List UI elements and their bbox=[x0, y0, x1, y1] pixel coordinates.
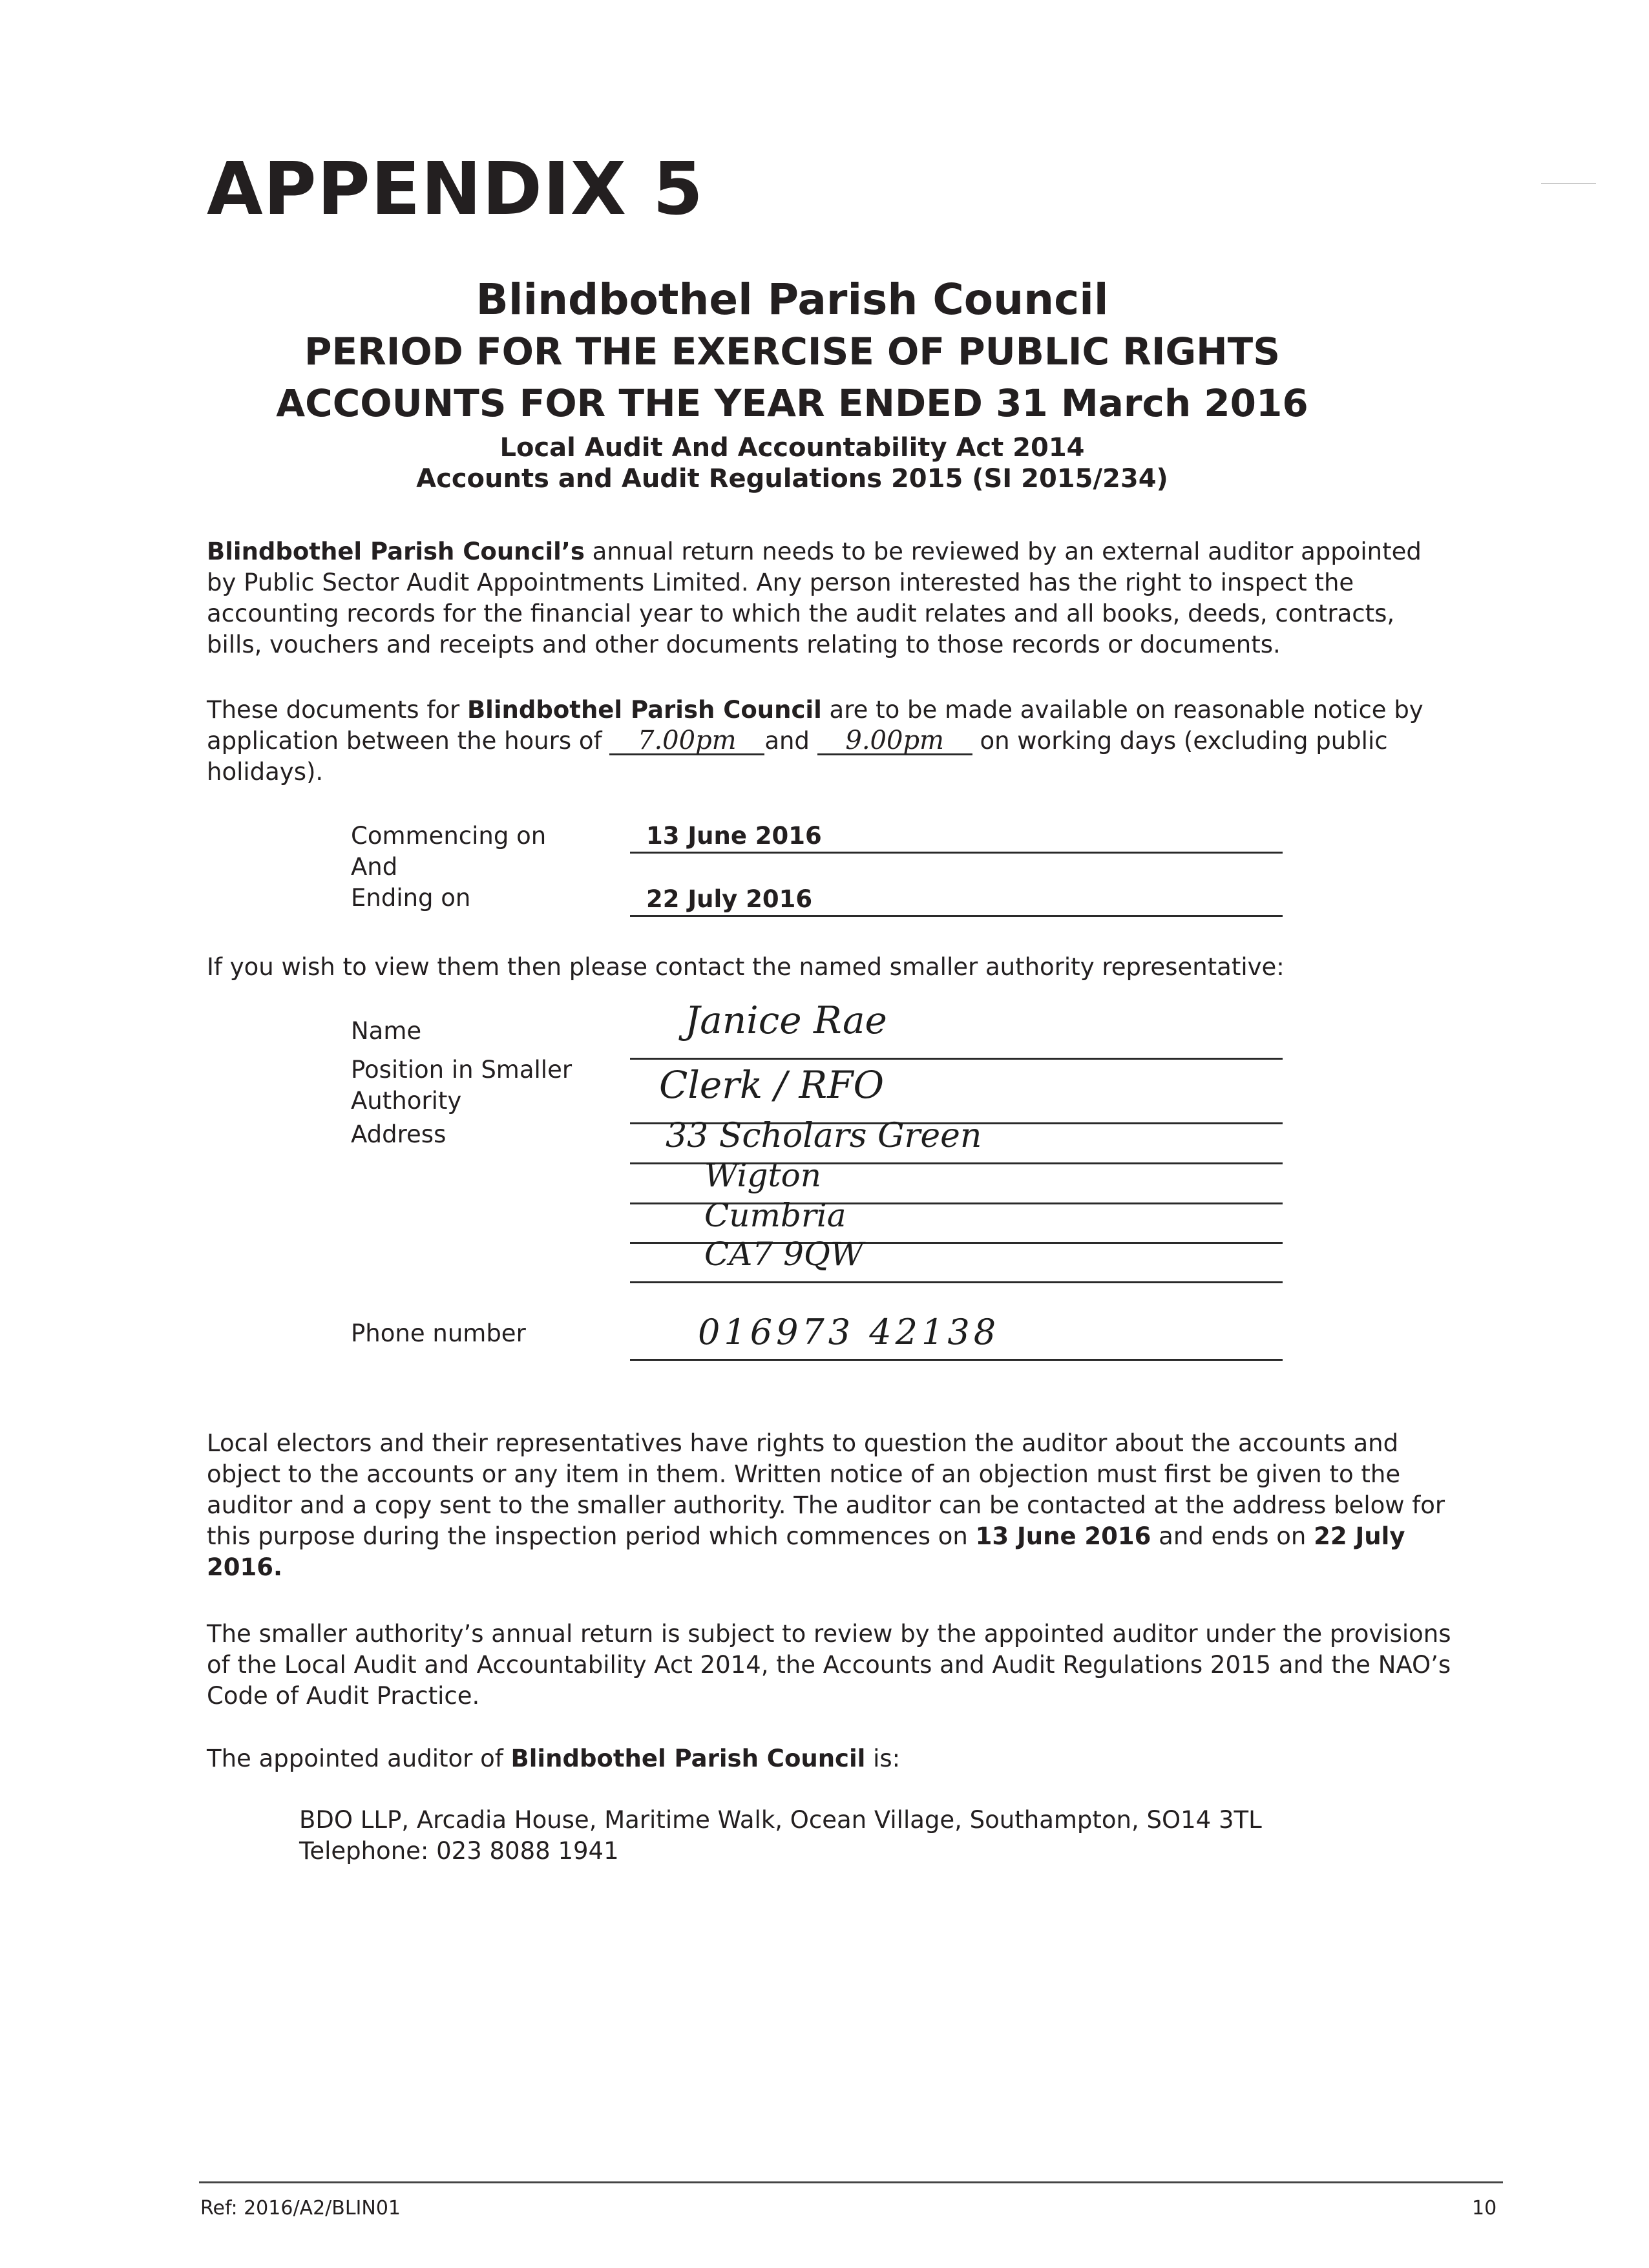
council-name-bold: Blindbothel Parish Council bbox=[467, 696, 822, 724]
rights-text-b: and ends on bbox=[1151, 1522, 1314, 1550]
address-line-1: 33 Scholars Green bbox=[666, 1117, 982, 1155]
auditor-intro bbox=[207, 1743, 1454, 1774]
position-value: Clerk / RFO bbox=[659, 1063, 884, 1107]
regulations-subheading: Accounts and Audit Regulations 2015 (SI 2015/234) bbox=[416, 464, 1168, 494]
intro-text: annual return needs to be reviewed by an external auditor appointed by Public Sector Audit Appointments Limited. Any person interested has the right to inspect the accounting records for the financial year to which the audit relates and all books, deeds, contracts, bills, vouchers and receipts and other documents relating to those records or documents. bbox=[207, 538, 1422, 658]
name-value: Janice Rae bbox=[685, 998, 887, 1042]
phone-value: 016973 42138 bbox=[698, 1312, 1000, 1352]
start-date-bold: 13 June 2016 bbox=[975, 1522, 1151, 1550]
accounts-heading: ACCOUNTS FOR THE YEAR ENDED 31 March 2016 bbox=[276, 381, 1308, 425]
availability-text-c: and bbox=[764, 727, 817, 755]
council-name-bold: Blindbothel Parish Council bbox=[510, 1745, 866, 1772]
period-heading: PERIOD FOR THE EXERCISE OF PUBLIC RIGHTS bbox=[304, 330, 1280, 373]
and-label: And bbox=[351, 853, 398, 881]
commencing-label: Commencing on bbox=[351, 822, 547, 850]
rights-text-a: Local electors and their representatives have rights to question the auditor about the accounts and object to the accounts or any item in them. Written notice of an objection must first be given to the auditor and a copy sent to the smaller authority. The auditor can be contacted at the address below for this purpose during the inspection period which commences on bbox=[207, 1429, 1445, 1550]
address-line-3: Cumbria bbox=[704, 1197, 846, 1234]
footer-divider bbox=[199, 2181, 1503, 2183]
page-number: 10 bbox=[1472, 2197, 1497, 2220]
ending-label: Ending on bbox=[351, 884, 471, 912]
commencing-line[interactable] bbox=[630, 852, 1283, 854]
availability-text-d: on working days (excluding public holidays). bbox=[207, 727, 1388, 786]
address-label: Address bbox=[351, 1120, 446, 1148]
scan-mark bbox=[1541, 183, 1596, 184]
contact-intro: If you wish to view them then please contact the named smaller authority representative: bbox=[207, 953, 1285, 981]
act-subheading: Local Audit And Accountability Act 2014 bbox=[499, 433, 1085, 463]
name-line[interactable] bbox=[630, 1058, 1283, 1060]
address-line-2: Wigton bbox=[704, 1157, 821, 1194]
address-line-4: CA7 9QW bbox=[704, 1235, 864, 1273]
hours-from-field[interactable]: 7.00pm bbox=[609, 728, 764, 755]
appendix-title: APPENDIX 5 bbox=[207, 147, 704, 231]
auditor-address: BDO LLP, Arcadia House, Maritime Walk, Ocean Village, Southampton, SO14 3TL bbox=[299, 1806, 1262, 1834]
hours-to-field[interactable]: 9.00pm bbox=[817, 728, 972, 755]
availability-text-b: are to be made available on reasonable notice by application between the hours of bbox=[207, 696, 1423, 755]
auditor-intro-text-a: The appointed auditor of bbox=[207, 1745, 511, 1772]
phone-label: Phone number bbox=[351, 1319, 526, 1347]
review-paragraph: The smaller authority’s annual return is subject to review by the appointed auditor under the provisions of the Local Audit and Accountability Act 2014, the Accounts and Audit Regulations 2015 and the NAO’s Code of Audit Practice. bbox=[207, 1620, 1451, 1710]
council-name-bold: Blindbothel Parish Council’s bbox=[207, 538, 585, 565]
ending-line[interactable] bbox=[630, 915, 1283, 917]
council-title: Blindbothel Parish Council bbox=[476, 275, 1109, 324]
end-date-bold: 22 July 2016. bbox=[207, 1522, 1405, 1581]
name-label: Name bbox=[351, 1017, 422, 1045]
address-line-4-rule[interactable] bbox=[630, 1281, 1283, 1283]
phone-line[interactable] bbox=[630, 1359, 1283, 1361]
position-label: Position in Smaller bbox=[351, 1056, 572, 1084]
availability-paragraph bbox=[207, 695, 1454, 788]
intro-paragraph bbox=[207, 536, 1454, 660]
position-label-2: Authority bbox=[351, 1087, 462, 1115]
auditor-telephone: Telephone: 023 8088 1941 bbox=[299, 1837, 619, 1865]
ending-date: 22 July 2016 bbox=[646, 885, 813, 913]
rights-paragraph bbox=[207, 1428, 1454, 1583]
availability-text-a: These documents for bbox=[207, 696, 467, 724]
auditor-intro-text-b: is: bbox=[865, 1745, 901, 1772]
footer-reference: Ref: 2016/A2/BLIN01 bbox=[200, 2197, 401, 2220]
commencing-date: 13 June 2016 bbox=[646, 822, 822, 850]
